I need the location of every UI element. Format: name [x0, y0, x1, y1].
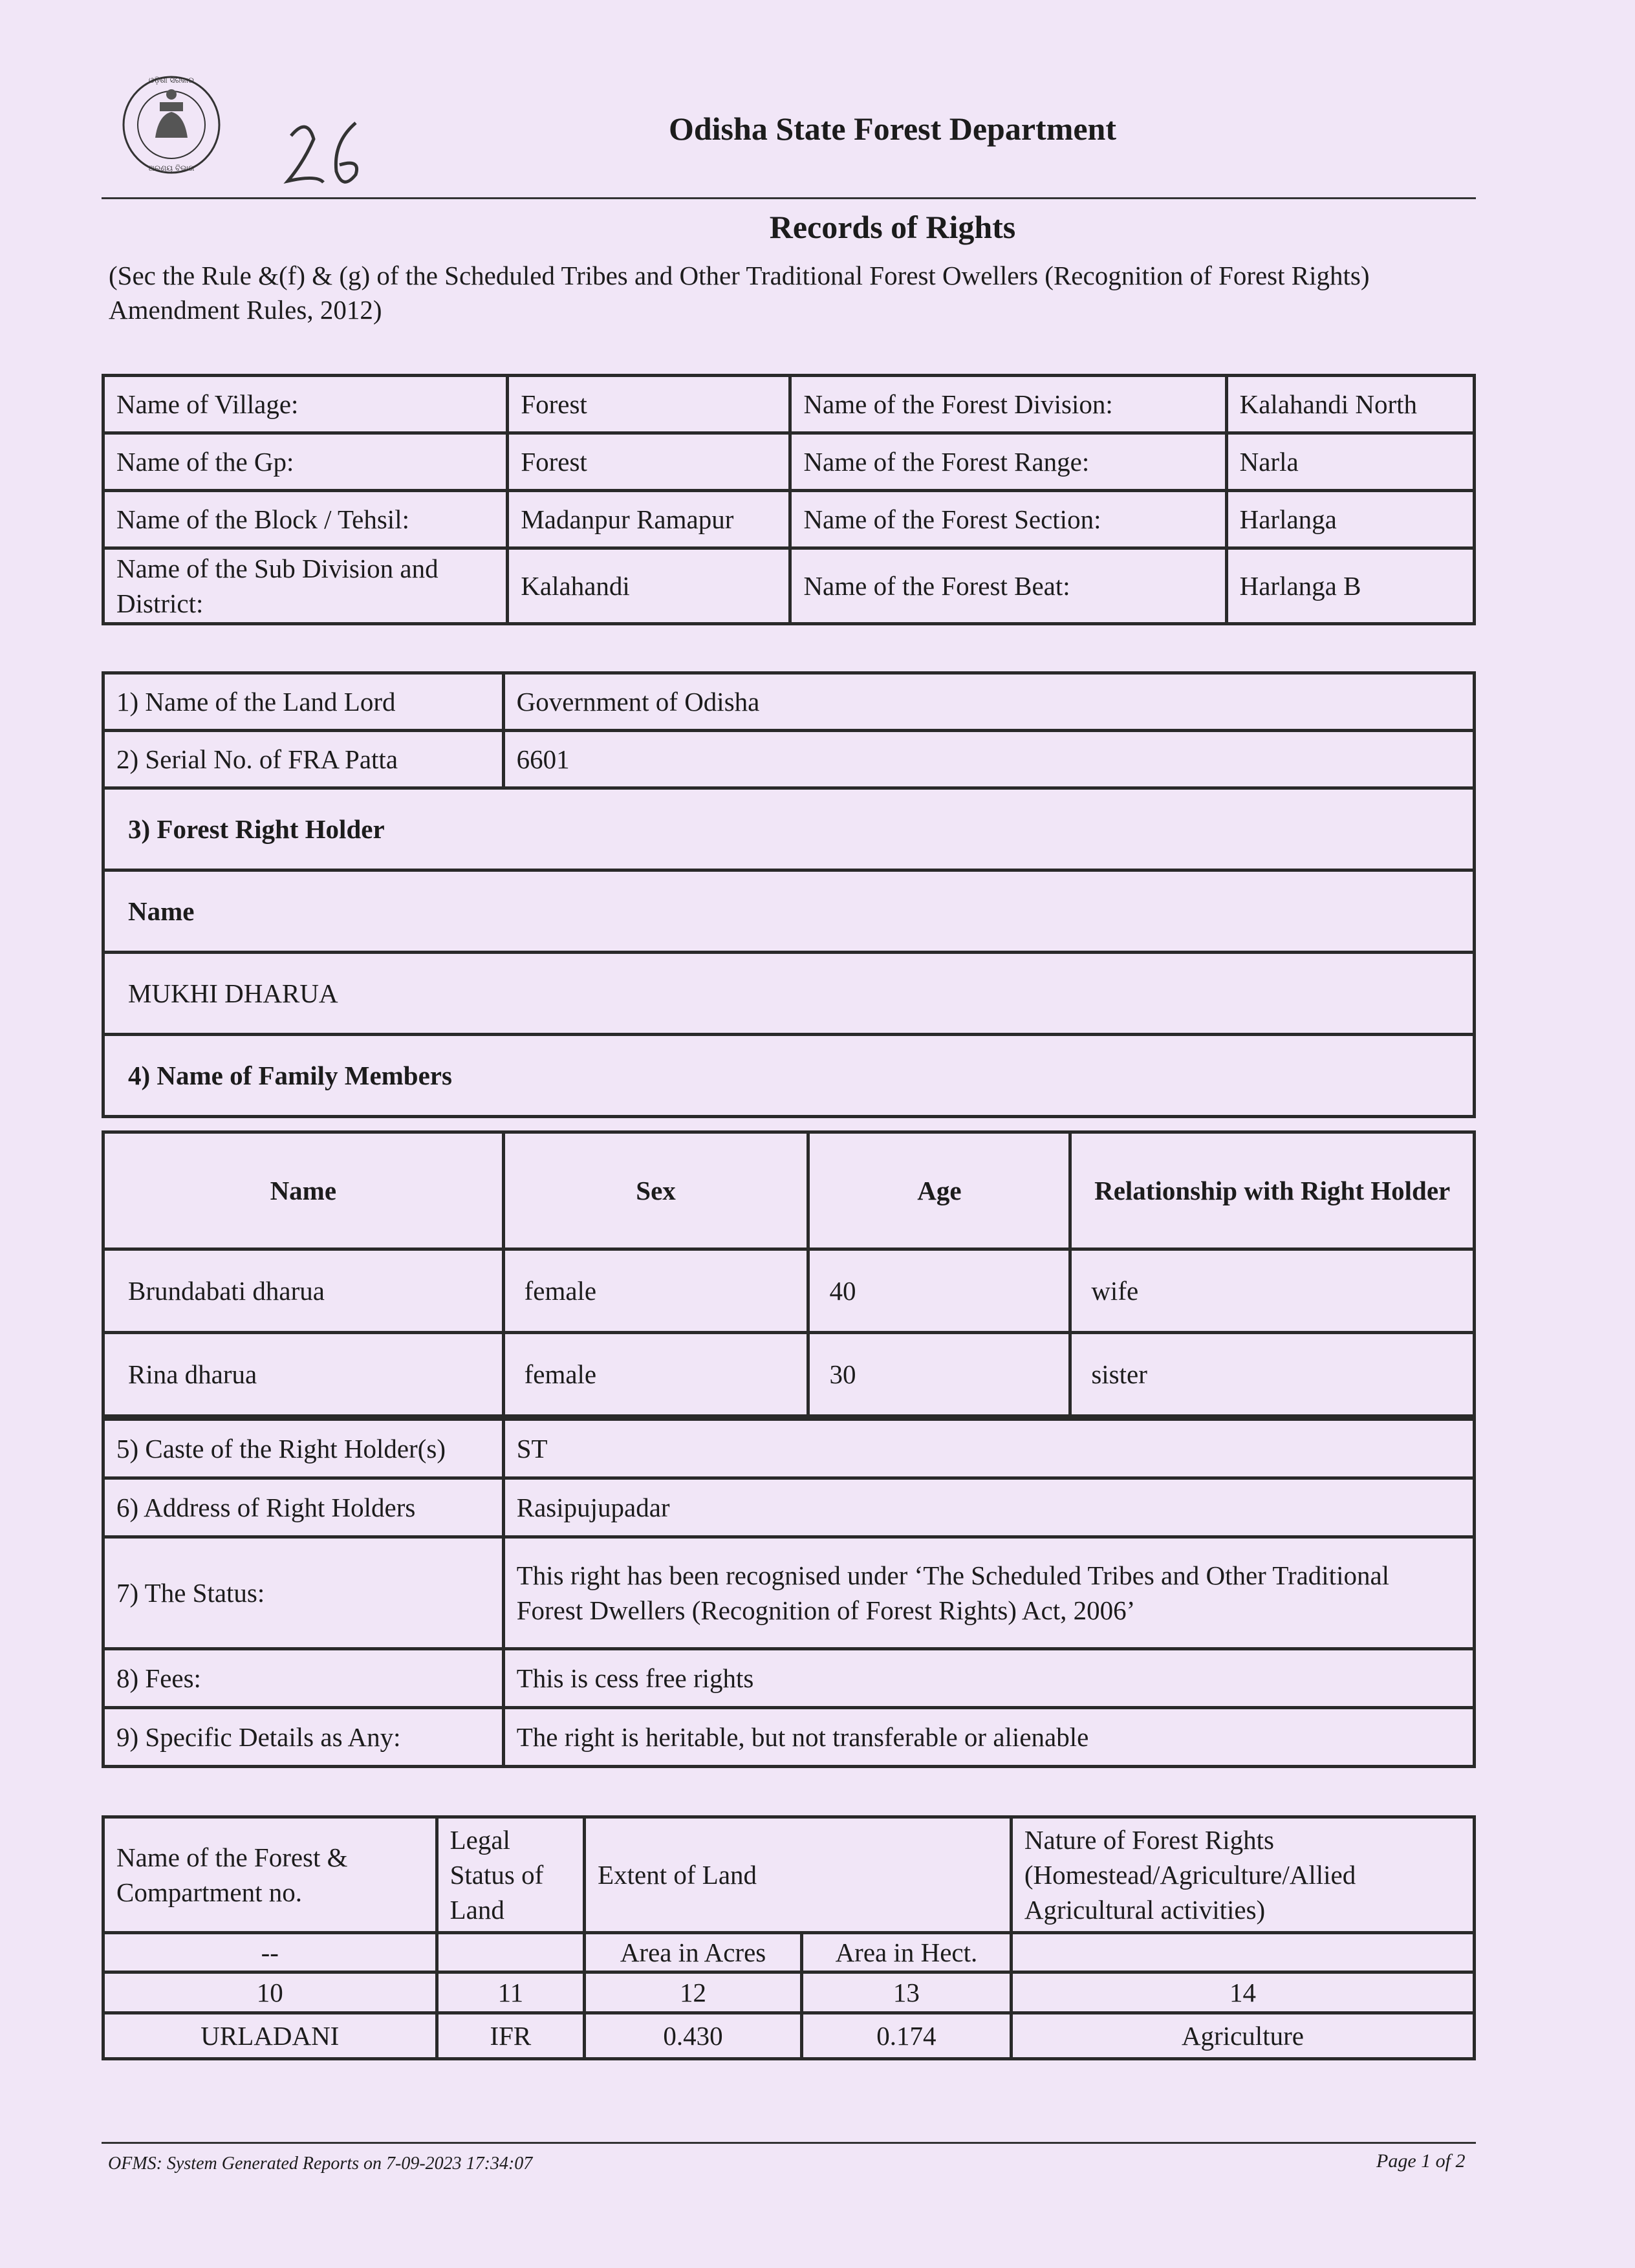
sub-area-acres: Area in Acres [585, 1933, 802, 1972]
col-legal-status: Legal Status of Land [437, 1817, 585, 1933]
seal-text-bottom: ଅରଣ୍ୟ ବିଭାଗ [148, 164, 195, 173]
location-table [102, 374, 1476, 625]
government-seal [120, 63, 223, 193]
village-value: Forest [508, 376, 790, 433]
nature-value: Agriculture [1011, 2013, 1474, 2059]
range-label: Name of the Forest Range: [790, 433, 1226, 491]
col-extent: Extent of Land [585, 1817, 1012, 1933]
table-row [103, 1649, 1475, 1708]
specific-label: 9) Specific Details as Any: [103, 1708, 504, 1767]
table-row [103, 491, 1475, 548]
col-name: Name [103, 1132, 504, 1249]
handwritten-mark [278, 110, 375, 200]
section-label: Name of the Forest Section: [790, 491, 1226, 548]
table-number-row [103, 1972, 1475, 2013]
table-row [103, 1537, 1475, 1649]
page-number: Page 1 of 2 [1376, 2150, 1466, 2172]
table-header-row [103, 1817, 1475, 1933]
col-number: 12 [585, 1972, 802, 2013]
department-title: Odisha State Forest Department [668, 111, 1117, 147]
sub-area-hect: Area in Hect. [801, 1933, 1011, 1972]
family-section-heading: 4) Name of Family Members [103, 1035, 1475, 1117]
land-table [102, 1815, 1476, 2060]
address-label: 6) Address of Right Holders [103, 1478, 504, 1537]
member-relation: wife [1070, 1249, 1475, 1333]
range-value: Narla [1226, 433, 1474, 491]
sub-empty [437, 1933, 585, 1972]
beat-value: Harlanga B [1226, 548, 1474, 624]
caste-value: ST [503, 1420, 1474, 1478]
fees-label: 8) Fees: [103, 1649, 504, 1708]
table-subheader-row [103, 1933, 1475, 1972]
table-row [103, 1478, 1475, 1537]
family-table [102, 1130, 1476, 1418]
gp-label: Name of the Gp: [103, 433, 508, 491]
table-row [103, 1420, 1475, 1478]
col-relationship: Relationship with Right Holder [1070, 1132, 1475, 1249]
table-row [103, 731, 1475, 788]
fees-value: This is cess free rights [503, 1649, 1474, 1708]
sub-blank: -- [103, 1933, 437, 1972]
beat-label: Name of the Forest Beat: [790, 548, 1226, 624]
table-row [103, 548, 1475, 624]
rule-reference: (Sec the Rule &(f) & (g) of the Scheduled Tribes and Other Traditional Forest Owellers (Recognition of Forest Rights) Amendment Rules, 2012) [109, 261, 1370, 325]
col-forest-name: Name of the Forest & Compartment no. [103, 1817, 437, 1933]
table-row [103, 788, 1475, 870]
footer-divider [102, 2142, 1476, 2144]
block-value: Madanpur Ramapur [508, 491, 790, 548]
col-nature: Nature of Forest Rights (Homestead/Agriculture/Allied Agricultural activities) [1011, 1817, 1474, 1933]
table-row [103, 673, 1475, 731]
col-number: 13 [801, 1972, 1011, 2013]
specific-value: The right is heritable, but not transferable or alienable [503, 1708, 1474, 1767]
subdivision-value: Kalahandi [508, 548, 790, 624]
table-row [103, 2013, 1475, 2059]
table-header-row [103, 1132, 1475, 1249]
page-title: Records of Rights [769, 209, 1016, 245]
serial-value: 6601 [503, 731, 1474, 788]
village-label: Name of Village: [103, 376, 508, 433]
holder-section-heading: 3) Forest Right Holder [103, 788, 1475, 870]
member-name: Brundabati dharua [103, 1249, 504, 1333]
table-row [103, 376, 1475, 433]
table-row [103, 433, 1475, 491]
table-row [103, 1249, 1475, 1333]
col-age: Age [808, 1132, 1070, 1249]
member-sex: female [503, 1249, 808, 1333]
member-age: 30 [808, 1333, 1070, 1416]
caste-label: 5) Caste of the Right Holder(s) [103, 1420, 504, 1478]
rights-details-table [102, 1418, 1476, 1768]
block-label: Name of the Block / Tehsil: [103, 491, 508, 548]
area-hect-value: 0.174 [801, 2013, 1011, 2059]
holder-name-label: Name [103, 870, 1475, 953]
table-row [103, 953, 1475, 1035]
header-divider [102, 197, 1476, 199]
land-lord-label: 1) Name of the Land Lord [103, 673, 504, 731]
area-acres-value: 0.430 [585, 2013, 802, 2059]
gp-value: Forest [508, 433, 790, 491]
col-number: 14 [1011, 1972, 1474, 2013]
member-name: Rina dharua [103, 1333, 504, 1416]
legal-status-value: IFR [437, 2013, 585, 2059]
division-value: Kalahandi North [1226, 376, 1474, 433]
member-age: 40 [808, 1249, 1070, 1333]
table-row [103, 1708, 1475, 1767]
forest-name-value: URLADANI [103, 2013, 437, 2059]
holder-name-value: MUKHI DHARUA [103, 953, 1475, 1035]
status-line-1: This right has been recognised under ‘The Scheduled Tribes and Other Traditional [516, 1561, 1390, 1590]
generated-timestamp: OFMS: System Generated Reports on 7-09-2023 17:34:07 [108, 2154, 533, 2174]
table-row [103, 1333, 1475, 1416]
holder-table [102, 671, 1476, 1118]
col-number: 11 [437, 1972, 585, 2013]
serial-label: 2) Serial No. of FRA Patta [103, 731, 504, 788]
status-line-2: Forest Dwellers (Recognition of Forest Rights) Act, 2006’ [516, 1595, 1136, 1625]
status-value [503, 1537, 1474, 1649]
member-relation: sister [1070, 1333, 1475, 1416]
seal-text-top: ଓଡ଼ିଶା ସରକାର [148, 76, 195, 85]
col-number: 10 [103, 1972, 437, 2013]
col-sex: Sex [503, 1132, 808, 1249]
table-row [103, 870, 1475, 953]
division-label: Name of the Forest Division: [790, 376, 1226, 433]
sub-empty [1011, 1933, 1474, 1972]
section-value: Harlanga [1226, 491, 1474, 548]
status-label: 7) The Status: [103, 1537, 504, 1649]
table-row [103, 1035, 1475, 1117]
address-value: Rasipujupadar [503, 1478, 1474, 1537]
land-lord-value: Government of Odisha [503, 673, 1474, 731]
subdivision-label: Name of the Sub Division and District: [103, 548, 508, 624]
member-sex: female [503, 1333, 808, 1416]
